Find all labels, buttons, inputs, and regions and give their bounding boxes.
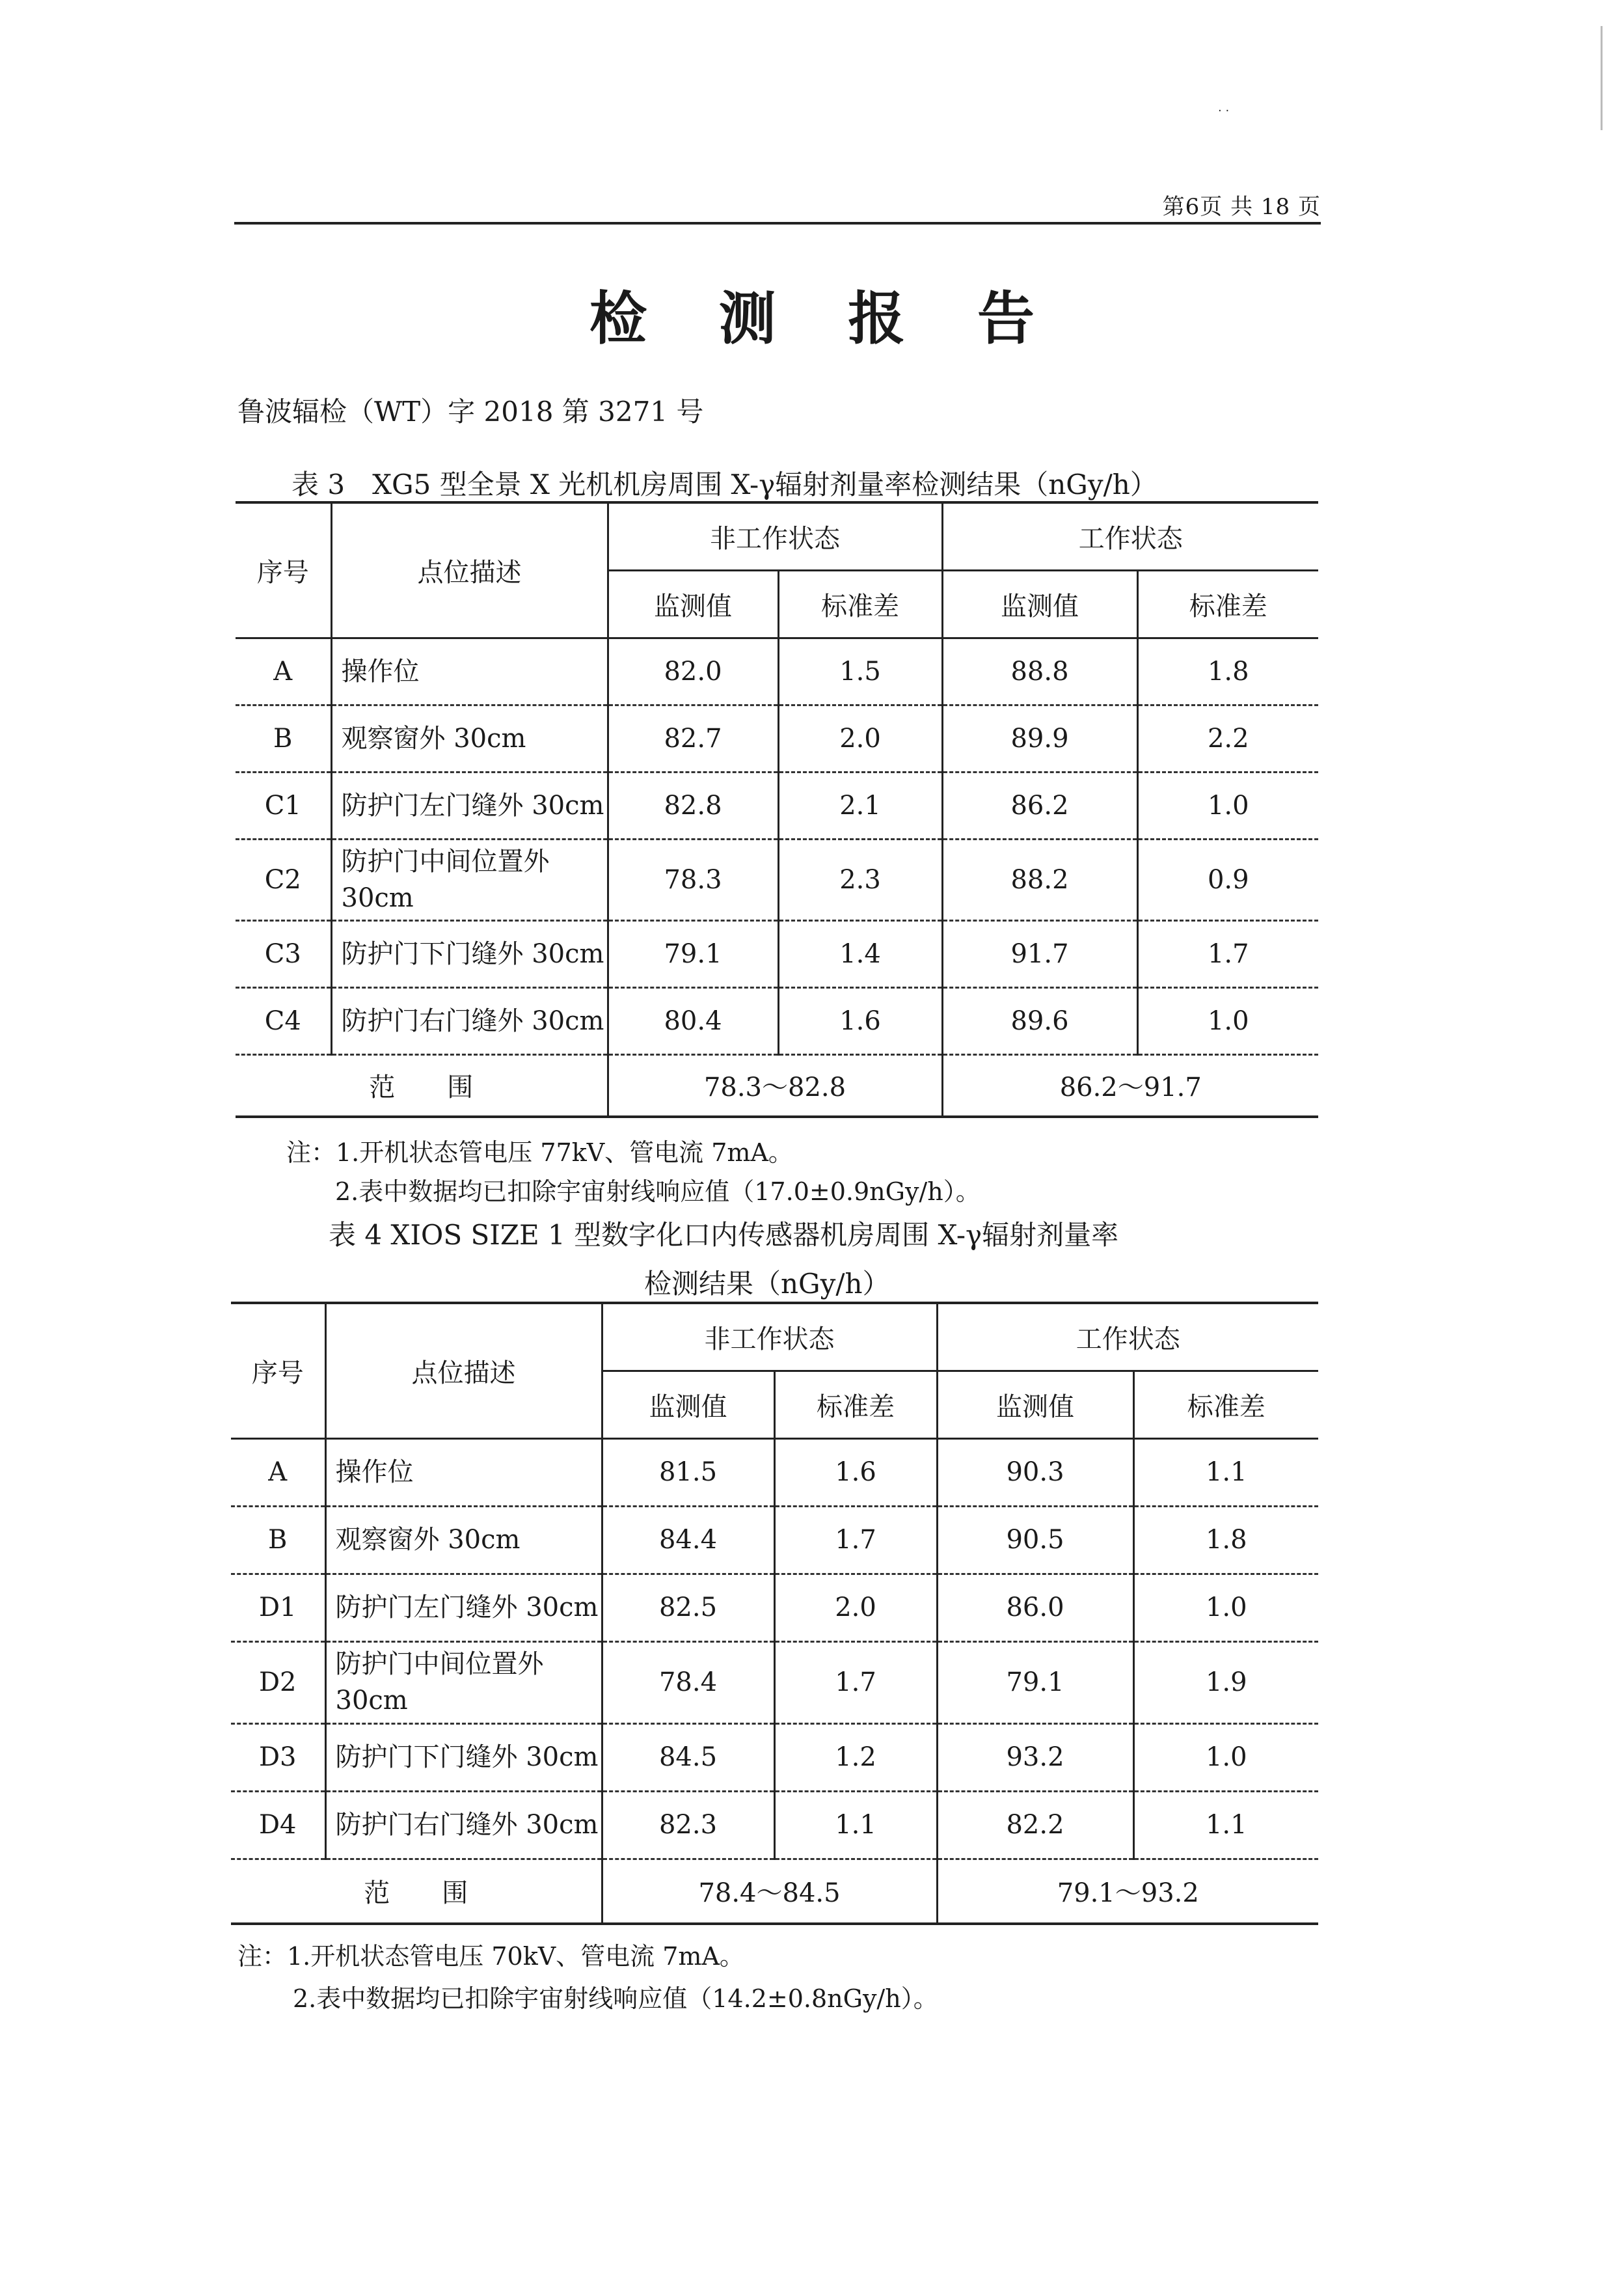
work-std: 1.8 — [1137, 638, 1318, 705]
table4-header-nonwork-value: 监测值 — [602, 1371, 774, 1438]
work-value: 86.2 — [942, 772, 1137, 839]
work-value: 79.1 — [937, 1641, 1133, 1723]
work-value: 88.2 — [942, 839, 1137, 920]
point-description: 操作位 — [331, 638, 608, 705]
page-number: 第6页 共 18 页 — [1162, 194, 1321, 220]
work-std: 1.8 — [1133, 1506, 1318, 1574]
nonwork-std: 1.2 — [774, 1723, 937, 1791]
nonwork-value: 79.1 — [608, 920, 778, 987]
point-id: C4 — [236, 987, 331, 1054]
point-description: 防护门下门缝外 30cm — [325, 1723, 602, 1791]
nonwork-std: 2.3 — [778, 839, 942, 920]
scan-speck: · · — [1218, 104, 1230, 118]
nonwork-value: 78.4 — [602, 1641, 774, 1723]
report-number: 鲁波辐检（WT）字 2018 第 3271 号 — [237, 396, 704, 428]
table4-header-work-value: 监测值 — [937, 1371, 1133, 1438]
table-row — [231, 1574, 1318, 1641]
work-value: 91.7 — [942, 920, 1137, 987]
table3-caption: 表 3 XG5 型全景 X 光机机房周围 X-γ辐射剂量率检测结果（nGy/h） — [291, 469, 1157, 500]
point-description: 防护门左门缝外 30cm — [331, 772, 608, 839]
work-std: 1.1 — [1133, 1438, 1318, 1506]
work-value: 89.6 — [942, 987, 1137, 1054]
nonwork-value: 82.8 — [608, 772, 778, 839]
table4-caption-line1: 表 4 XIOS SIZE 1 型数字化口内传感器机房周围 X-γ辐射剂量率 — [329, 1219, 1119, 1251]
point-description: 防护门中间位置外 30cm — [325, 1641, 602, 1723]
work-value: 82.2 — [937, 1791, 1133, 1859]
point-id: D1 — [231, 1574, 325, 1641]
point-id: C3 — [236, 920, 331, 987]
nonwork-std: 1.6 — [778, 987, 942, 1054]
point-id: A — [231, 1438, 325, 1506]
table3-header-work-std: 标准差 — [1137, 570, 1318, 638]
table-row — [231, 1438, 1318, 1506]
work-std: 1.9 — [1133, 1641, 1318, 1723]
work-std: 1.0 — [1137, 772, 1318, 839]
range-nonwork: 78.4～84.5 — [602, 1859, 937, 1924]
point-id: C1 — [236, 772, 331, 839]
nonwork-value: 84.5 — [602, 1723, 774, 1791]
table3-header-nonwork-std: 标准差 — [778, 570, 942, 638]
nonwork-value: 82.5 — [602, 1574, 774, 1641]
table-row — [236, 772, 1318, 839]
range-row — [236, 1054, 1318, 1117]
table4-header-desc: 点位描述 — [325, 1303, 602, 1438]
work-value: 90.3 — [937, 1438, 1133, 1506]
table-row — [236, 920, 1318, 987]
page-edge-mark — [1601, 26, 1603, 130]
range-label: 范 围 — [231, 1859, 602, 1924]
point-id: B — [236, 705, 331, 772]
table4-note-1: 注：1.开机状态管电压 70kV、管电流 7mA。 — [237, 1942, 744, 1971]
point-id: B — [231, 1506, 325, 1574]
table4-header-nonwork-std: 标准差 — [774, 1371, 937, 1438]
work-value: 93.2 — [937, 1723, 1133, 1791]
work-std: 1.7 — [1137, 920, 1318, 987]
point-description: 防护门右门缝外 30cm — [331, 987, 608, 1054]
range-work: 86.2～91.7 — [942, 1054, 1318, 1117]
range-work: 79.1～93.2 — [937, 1859, 1318, 1924]
nonwork-value: 82.3 — [602, 1791, 774, 1859]
work-std: 1.1 — [1133, 1791, 1318, 1859]
point-id: D4 — [231, 1791, 325, 1859]
nonwork-std: 1.1 — [774, 1791, 937, 1859]
table-row — [231, 1506, 1318, 1574]
table4 — [231, 1302, 1318, 1925]
nonwork-std: 1.7 — [774, 1506, 937, 1574]
work-std: 0.9 — [1137, 839, 1318, 920]
header-rule — [234, 222, 1321, 225]
table3-note-1: 注：1.开机状态管电压 77kV、管电流 7mA。 — [286, 1138, 793, 1167]
table-row — [236, 638, 1318, 705]
table-row — [236, 987, 1318, 1054]
range-row — [231, 1859, 1318, 1924]
table3-header-nonwork-value: 监测值 — [608, 570, 778, 638]
nonwork-std: 1.7 — [774, 1641, 937, 1723]
range-label: 范 围 — [236, 1054, 608, 1117]
nonwork-std: 2.0 — [778, 705, 942, 772]
page-title: 检 测 报 告 — [589, 284, 1061, 352]
nonwork-std: 1.4 — [778, 920, 942, 987]
table-row — [231, 1723, 1318, 1791]
point-description: 防护门左门缝外 30cm — [325, 1574, 602, 1641]
work-value: 89.9 — [942, 705, 1137, 772]
point-description: 防护门中间位置外 30cm — [331, 839, 608, 920]
point-description: 防护门下门缝外 30cm — [331, 920, 608, 987]
point-id: A — [236, 638, 331, 705]
work-std: 1.0 — [1133, 1723, 1318, 1791]
work-std: 2.2 — [1137, 705, 1318, 772]
table3-note-2: 2.表中数据均已扣除宇宙射线响应值（17.0±0.9nGy/h）。 — [335, 1177, 981, 1206]
point-description: 观察窗外 30cm — [331, 705, 608, 772]
table4-header-work: 工作状态 — [937, 1303, 1318, 1371]
nonwork-std: 1.6 — [774, 1438, 937, 1506]
point-id: C2 — [236, 839, 331, 920]
table-row — [231, 1641, 1318, 1723]
table4-header-nonwork: 非工作状态 — [602, 1303, 937, 1371]
nonwork-value: 82.0 — [608, 638, 778, 705]
point-id: D2 — [231, 1641, 325, 1723]
table3-header-work: 工作状态 — [942, 502, 1318, 570]
work-std: 1.0 — [1137, 987, 1318, 1054]
table4-caption-line2: 检测结果（nGy/h） — [644, 1268, 890, 1300]
table-row — [236, 839, 1318, 920]
work-value: 88.8 — [942, 638, 1137, 705]
point-id: D3 — [231, 1723, 325, 1791]
table3-header-no: 序号 — [236, 502, 331, 638]
work-value: 90.5 — [937, 1506, 1133, 1574]
table4-note-2: 2.表中数据均已扣除宇宙射线响应值（14.2±0.8nGy/h）。 — [293, 1984, 938, 2013]
work-value: 86.0 — [937, 1574, 1133, 1641]
nonwork-std: 1.5 — [778, 638, 942, 705]
point-description: 操作位 — [325, 1438, 602, 1506]
table3-header-desc: 点位描述 — [331, 502, 608, 638]
nonwork-std: 2.1 — [778, 772, 942, 839]
nonwork-value: 84.4 — [602, 1506, 774, 1574]
table3 — [236, 501, 1318, 1118]
table-row — [236, 705, 1318, 772]
table-row — [231, 1791, 1318, 1859]
nonwork-value: 80.4 — [608, 987, 778, 1054]
table4-header-work-std: 标准差 — [1133, 1371, 1318, 1438]
work-std: 1.0 — [1133, 1574, 1318, 1641]
nonwork-value: 82.7 — [608, 705, 778, 772]
point-description: 观察窗外 30cm — [325, 1506, 602, 1574]
range-nonwork: 78.3～82.8 — [608, 1054, 942, 1117]
table3-header-work-value: 监测值 — [942, 570, 1137, 638]
point-description: 防护门右门缝外 30cm — [325, 1791, 602, 1859]
table4-header-no: 序号 — [231, 1303, 325, 1438]
nonwork-value: 81.5 — [602, 1438, 774, 1506]
nonwork-value: 78.3 — [608, 839, 778, 920]
nonwork-std: 2.0 — [774, 1574, 937, 1641]
table3-header-nonwork: 非工作状态 — [608, 502, 942, 570]
